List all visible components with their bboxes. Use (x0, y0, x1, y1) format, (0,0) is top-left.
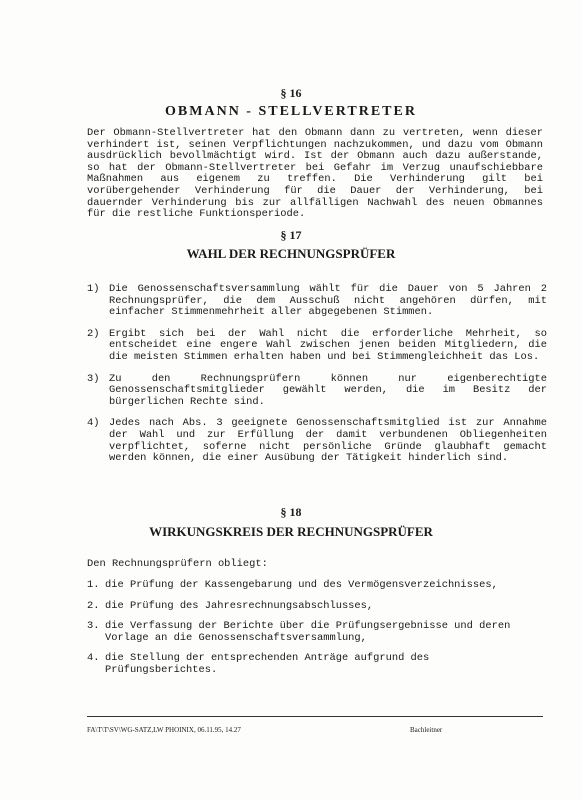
list-item: 1. die Prüfung der Kassengebarung und des Vermögensverzeichnisses, (87, 579, 498, 591)
list-item: 4. die Stellung der entsprechenden Anträge aufgrund des Prüfungsberichtes. (87, 652, 430, 676)
section-18-list (87, 580, 547, 686)
section-16-number: § 16 (280, 86, 302, 100)
list-item: 4) Jedes nach Abs. 3 geeignete Genossenschaftsmitglied ist zur Annahme der Wahl und zur Erfüllung der damit verbundenen Obliegenheiten verpflichtet, soferne nicht persönliche Gründe glaubhaft gemacht werden können, die einer Ausübung der Tätigkeit hinderlich sind. (87, 417, 547, 465)
section-17-title: WAHL DER RECHNUNGSPRÜFER (186, 246, 396, 261)
section-16-title: OBMANN - STELLVERTRETER (165, 104, 417, 119)
section-18-number: § 18 (280, 505, 302, 519)
list-item: 3) Zu den Rechnungsprüfern können nur eigenberechtigte Genossenschaftsmitglieder gewählt werden, die im Besitz der bürgerlichen Rechte sind. (87, 372, 547, 408)
footer-author: Bachleitner (410, 726, 443, 734)
footer-divider (87, 716, 543, 717)
list-item: 2. die Prüfung des Jahresrechnungsabschlusses, (87, 599, 374, 612)
section-16-paragraph: Der Obmann-Stellvertreter hat den Obmann dann zu vertreten, wenn dieser verhindert ist, seinen Verpflichtungen nachzukommen, und dazu vom Obmann ausdrücklich bevollmächtigt wird. Ist der Obmann auch dazu außerstande, so hat der Obmann-Stellvertreter bei Gefahr im Verzug unaufschiebbare Maßnahmen aus eigenem zu treffen. Die Verhinderung gilt bei vorübergehender Verhinderung für die Dauer der Verhinderung, bei dauernder Verhinderung bis zur allfälligen Nachwahl des neuen Obmannes für die restliche Funktionsperiode. (87, 127, 543, 221)
section-17-list (87, 284, 547, 475)
section-18-title: WIRKUNGSKREIS DER RECHNUNGSPRÜFER (149, 524, 433, 539)
list-item: 2) Ergibt sich bei der Wahl nicht die erforderliche Mehrheit, so entscheidet eine engere Wahl zwischen jenen beiden Mitgliedern, die die meisten Stimmen erhalten haben und bei Stimmengleichheit das Los. (87, 327, 547, 363)
section-17-number: § 17 (280, 228, 302, 242)
list-item: 1) Die Genossenschaftsversammlung wählt für die Dauer von 5 Jahren 2 Rechnungsprüfer, die dem Ausschuß nicht angehören dürfen, mit einfacher Stimmenmehrheit aller abgegebenen Stimmen. (87, 283, 547, 319)
footer-file-reference: FA\T\T\SV\WG-SATZ,LW PHOINIX, 06.11.95, 14.27 (87, 726, 241, 734)
list-item: 3. die Verfassung der Berichte über die Prüfungsergebnisse und deren Vorlage an die Genossenschaftsversammlung, (87, 620, 511, 644)
section-18-intro: Den Rechnungsprüfern obliegt: (87, 558, 268, 570)
